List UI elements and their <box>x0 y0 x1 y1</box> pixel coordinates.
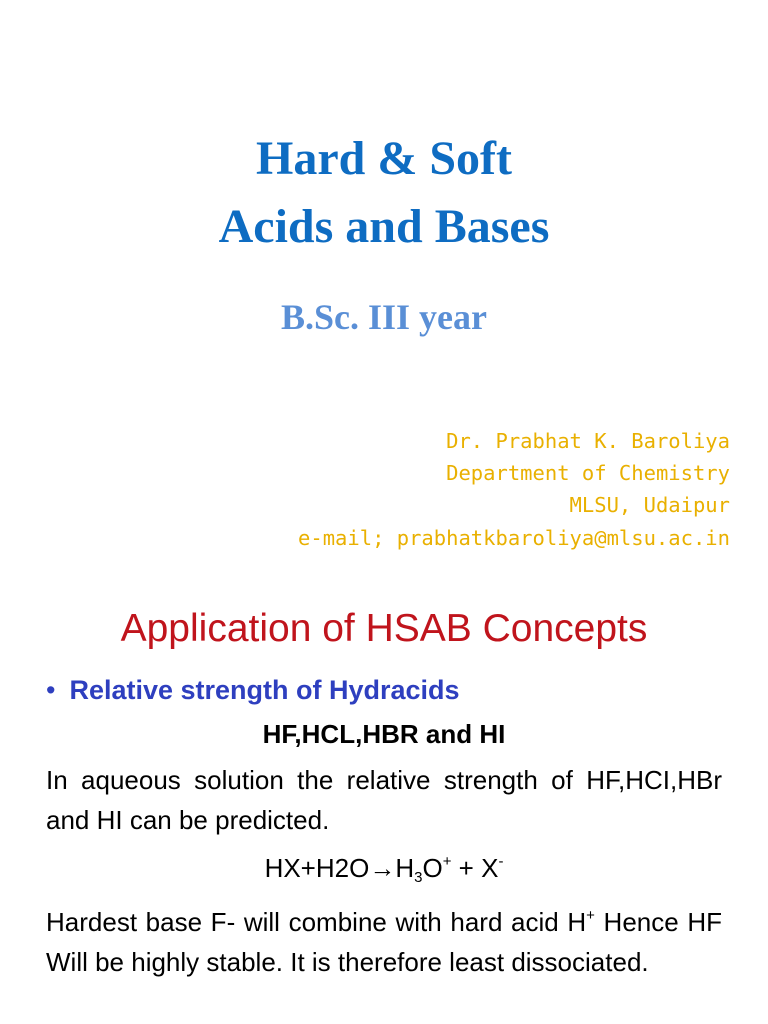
content-slide <box>0 580 768 1024</box>
paragraph-conclusion-start: Hardest base F- will combine with hard acid H <box>46 907 587 937</box>
paragraph-conclusion-rest: Hence HF Will be highly stable. It is therefore least dissociated. <box>46 907 723 977</box>
author-email: e-mail; prabhatkbaroliya@mlsu.ac.in <box>298 526 730 550</box>
slide-heading: Application of HSAB Concepts <box>120 607 648 650</box>
bullet-icon: • <box>46 675 56 705</box>
equation-mid: O <box>422 853 443 883</box>
author-department: Department of Chemistry <box>446 461 730 485</box>
equation-superscript-2: - <box>498 853 504 870</box>
bullet-item <box>46 668 460 712</box>
equation-lhs: HX+H2O→H <box>264 853 415 883</box>
paragraph-conclusion <box>46 896 722 982</box>
course-subtitle: B.Sc. III year <box>281 297 487 337</box>
paragraph-conclusion-superscript: + <box>586 907 595 924</box>
equation-subscript: 3 <box>414 869 423 886</box>
paragraph-intro: In aqueous solution the relative strength of HF,HCI,HBr and HI can be predicted. <box>46 765 722 835</box>
title-line-2: Acids and Bases <box>218 200 550 253</box>
author-institution: MLSU, Udaipur <box>569 493 730 517</box>
author-name: Dr. Prabhat K. Baroliya <box>446 429 730 453</box>
acids-list: HF,HCL,HBR and HI <box>262 719 506 749</box>
reaction-equation <box>0 842 768 898</box>
title-line-1: Hard & Soft <box>256 132 512 185</box>
bullet-text: Relative strength of Hydracids <box>69 675 460 705</box>
equation-plus: + X <box>451 853 499 883</box>
equation-superscript-1: + <box>442 853 452 870</box>
